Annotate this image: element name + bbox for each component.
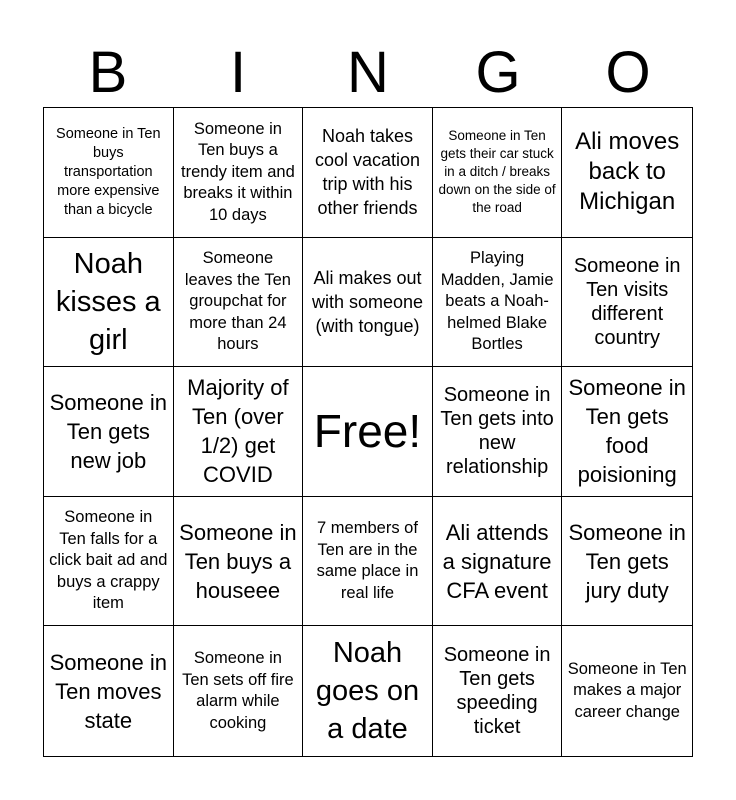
cell-text: Someone in Ten buys a trendy item and breaks it within 10 days	[181, 119, 295, 224]
bingo-cell[interactable]	[562, 108, 692, 238]
cell-text: Someone in Ten moves state	[49, 649, 167, 733]
bingo-board	[43, 107, 693, 757]
cell-text: Someone in Ten visits different country	[573, 254, 681, 349]
cell-text: Ali attends a signature CFA event	[442, 519, 552, 603]
cell-text: Someone in Ten buys transportation more expensive than a bicycle	[56, 125, 161, 218]
bingo-cell[interactable]	[303, 108, 433, 238]
header-letter-i: I	[229, 40, 247, 105]
cell-text: Noah kisses a girl	[55, 247, 161, 356]
bingo-cell[interactable]	[174, 626, 304, 756]
bingo-cell[interactable]	[174, 238, 304, 368]
cell-text: Someone in Ten falls for a click bait ad and buys a crappy item	[49, 508, 168, 613]
bingo-cell[interactable]	[44, 626, 174, 756]
bingo-cell[interactable]	[433, 108, 563, 238]
header-letter-o: O	[605, 40, 651, 105]
bingo-cell[interactable]	[174, 497, 304, 627]
bingo-cell[interactable]	[44, 108, 174, 238]
cell-text: Someone in Ten buys a houseee	[179, 519, 297, 603]
cell-text: Someone in Ten gets jury duty	[568, 519, 686, 603]
bingo-cell[interactable]	[562, 626, 692, 756]
cell-text: Someone in Ten sets off fire alarm while cooking	[182, 649, 294, 732]
header-letter-g: G	[475, 40, 521, 105]
cell-text: Someone in Ten gets food poisioning	[568, 375, 686, 488]
bingo-cell[interactable]	[44, 497, 174, 627]
header-letter-b: B	[88, 40, 128, 105]
bingo-header	[43, 40, 693, 106]
bingo-cell[interactable]	[562, 238, 692, 368]
bingo-cell[interactable]	[562, 367, 692, 497]
cell-text: Someone leaves the Ten groupchat for more than 24 hours	[184, 249, 291, 354]
cell-text: Someone in Ten gets speeding ticket	[443, 644, 551, 739]
bingo-cell[interactable]	[433, 626, 563, 756]
free-space[interactable]	[303, 367, 433, 497]
bingo-cell[interactable]	[44, 238, 174, 368]
bingo-cell[interactable]	[174, 367, 304, 497]
cell-text: Someone in Ten gets new job	[49, 389, 167, 473]
bingo-cell[interactable]	[433, 367, 563, 497]
cell-text: Ali moves back to Michigan	[575, 128, 680, 216]
cell-text: Ali makes out with someone (with tongue)	[311, 267, 424, 336]
bingo-cell[interactable]	[303, 497, 433, 627]
cell-text: Majority of Ten (over 1/2) get COVID	[187, 375, 289, 488]
cell-text: 7 members of Ten are in the same place in real life	[316, 519, 419, 602]
header-letter-n: N	[347, 40, 389, 105]
cell-text: Playing Madden, Jamie beats a Noah-helmed Blake Bortles	[440, 249, 554, 354]
cell-text: Someone in Ten gets their car stuck in a ditch / breaks down on the side of the road	[438, 128, 556, 216]
bingo-cell[interactable]	[433, 238, 563, 368]
bingo-cell[interactable]	[44, 367, 174, 497]
bingo-cell[interactable]	[562, 497, 692, 627]
cell-text: Noah takes cool vacation trip with his other friends	[314, 126, 421, 219]
free-space-text: Free!	[313, 405, 422, 458]
cell-text: Someone in Ten makes a major career change	[567, 659, 687, 721]
cell-text: Noah goes on a date	[315, 637, 420, 746]
cell-text: Someone in Ten gets into new relationship	[440, 384, 554, 479]
bingo-cell[interactable]	[303, 238, 433, 368]
bingo-cell[interactable]	[174, 108, 304, 238]
bingo-cell[interactable]	[303, 626, 433, 756]
bingo-cell[interactable]	[433, 497, 563, 627]
